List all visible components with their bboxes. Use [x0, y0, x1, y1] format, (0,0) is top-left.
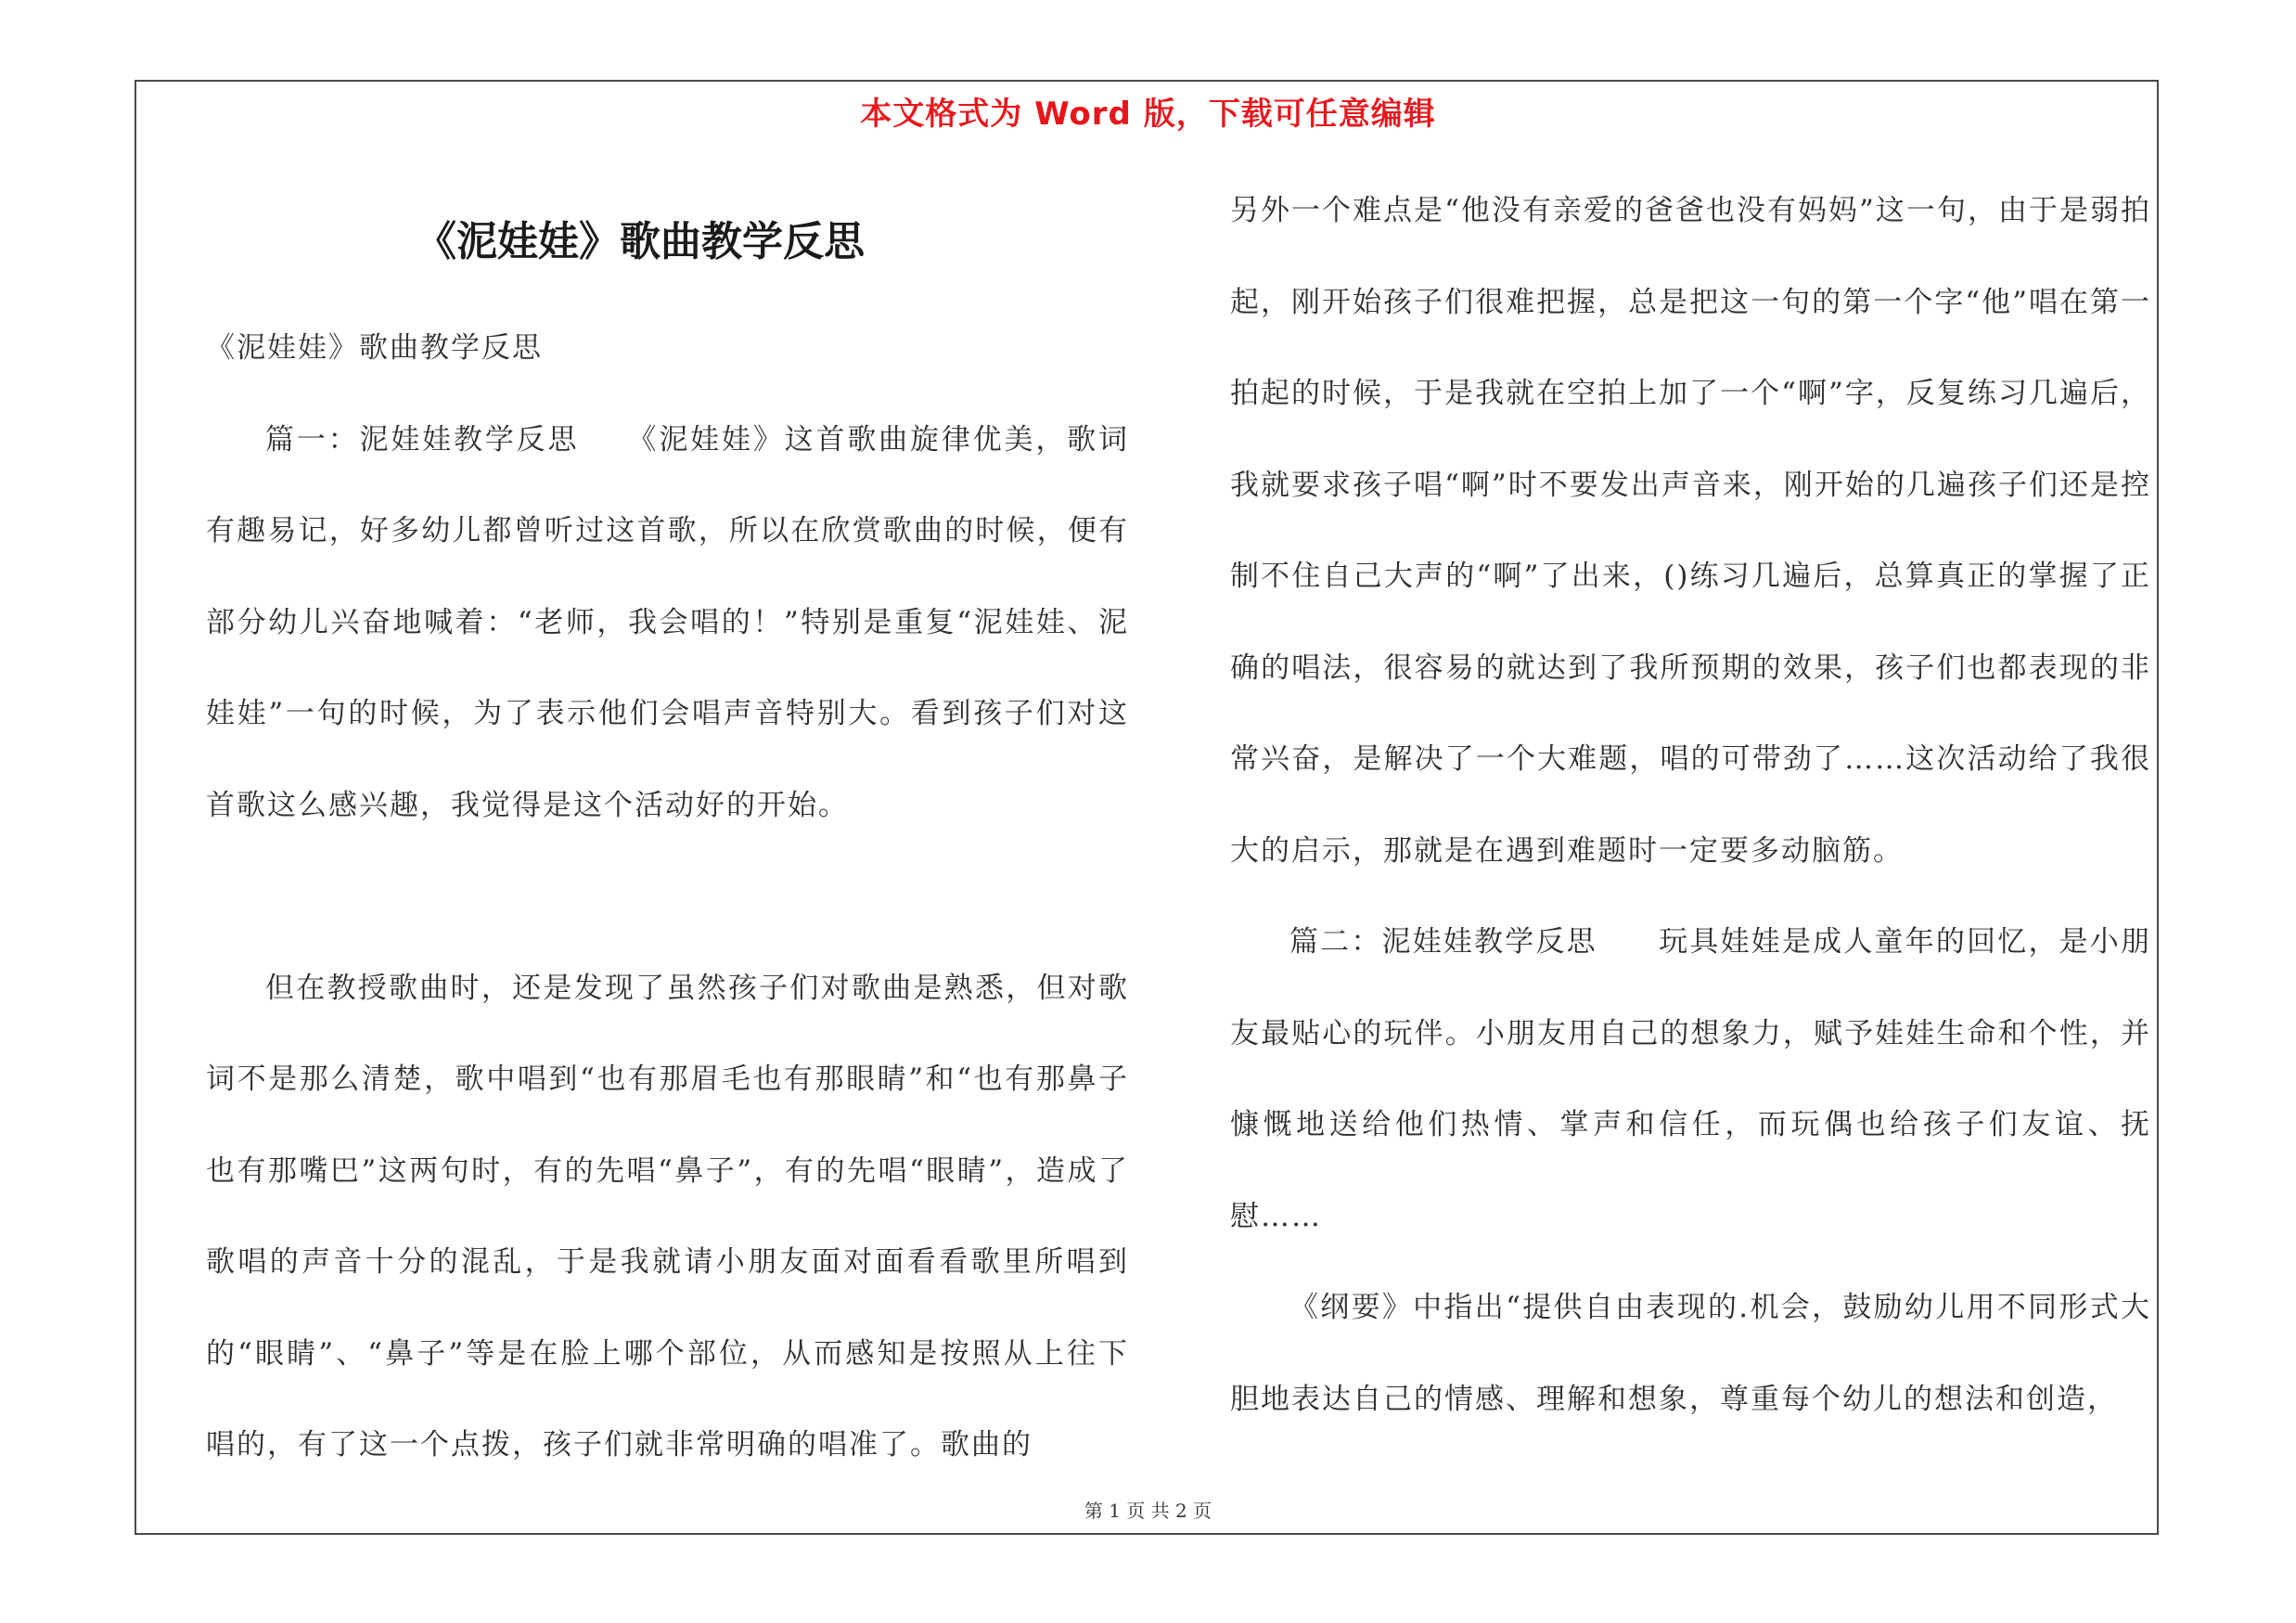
paragraph-part-two-intro: 篇二：泥娃娃教学反思 玩具娃娃是成人童年的回忆，是小朋友最贴心的玩伴。小朋友用自己的想象力，赋予娃娃生命和个性，并慷慨地送给他们热情、掌声和信任，而玩偶也给孩子们友谊、抚慰……	[1230, 925, 2151, 1233]
page-number-footer: 第 1 页 共 2 页	[1084, 1500, 1212, 1522]
paragraph-part-one-intro: 篇一：泥娃娃教学反思 《泥娃娃》这首歌曲旋律优美，歌词有趣易记，好多幼儿都曾听过这首歌，所以在欣赏歌曲的时候，便有部分幼儿兴奋地喊着：“老师，我会唱的！”特别是重复“泥娃娃、泥娃娃”一句的时候，为了表示他们会唱声音特别大。看到孩子们对这首歌这么感兴趣，我觉得是这个活动好的开始。	[206, 422, 1129, 822]
format-banner: 本文格式为 Word 版，下载可任意编辑	[860, 96, 1436, 133]
paragraph-lyrics-teaching: 但在教授歌曲时，还是发现了虽然孩子们对歌曲是熟悉，但对歌词不是那么清楚，歌中唱到“也有那眉毛也有那眼睛”和“也有那鼻子也有那嘴巴”这两句时，有的先唱“鼻子”，有的先唱“眼睛”，造成了歌唱的声音十分的混乱，于是我就请小朋友面对面看看歌里所唱到的“眼睛”、“鼻子”等是在脸上哪个部位，从而感知是按照从上往下唱的，有了这一个点拨，孩子们就非常明确的唱准了。歌曲的	[206, 971, 1129, 1462]
paragraph-guideline: 《纲要》中指出“提供自由表现的.机会，鼓励幼儿用不同形式大胆地表达自己的情感、理解和想象，尊重每个幼儿的想法和创造，	[1230, 1291, 2151, 1416]
left-column	[206, 303, 1129, 1491]
right-column	[1230, 165, 2151, 1445]
document-title: 《泥娃娃》歌曲教学反思	[416, 218, 865, 265]
subtitle-paragraph: 《泥娃娃》歌曲教学反思	[206, 331, 543, 365]
paragraph-weak-beat: 另外一个难点是“他没有亲爱的爸爸也没有妈妈”这一句，由于是弱拍起，刚开始孩子们很难把握，总是把这一句的第一个字“他”唱在第一拍起的时候，于是我就在空拍上加了一个“啊”字，反复练习几遍后，我就要求孩子唱“啊”时不要发出声音来，刚开始的几遍孩子们还是控制不住自己大声的“啊”了出来，()练习几遍后，总算真正的掌握了正确的唱法，很容易的就达到了我所预期的效果，孩子们也都表现的非常兴奋，是解决了一个大难题，唱的可带劲了……这次活动给了我很大的启示，那就是在遇到难题时一定要多动脑筋。	[1230, 194, 2151, 868]
